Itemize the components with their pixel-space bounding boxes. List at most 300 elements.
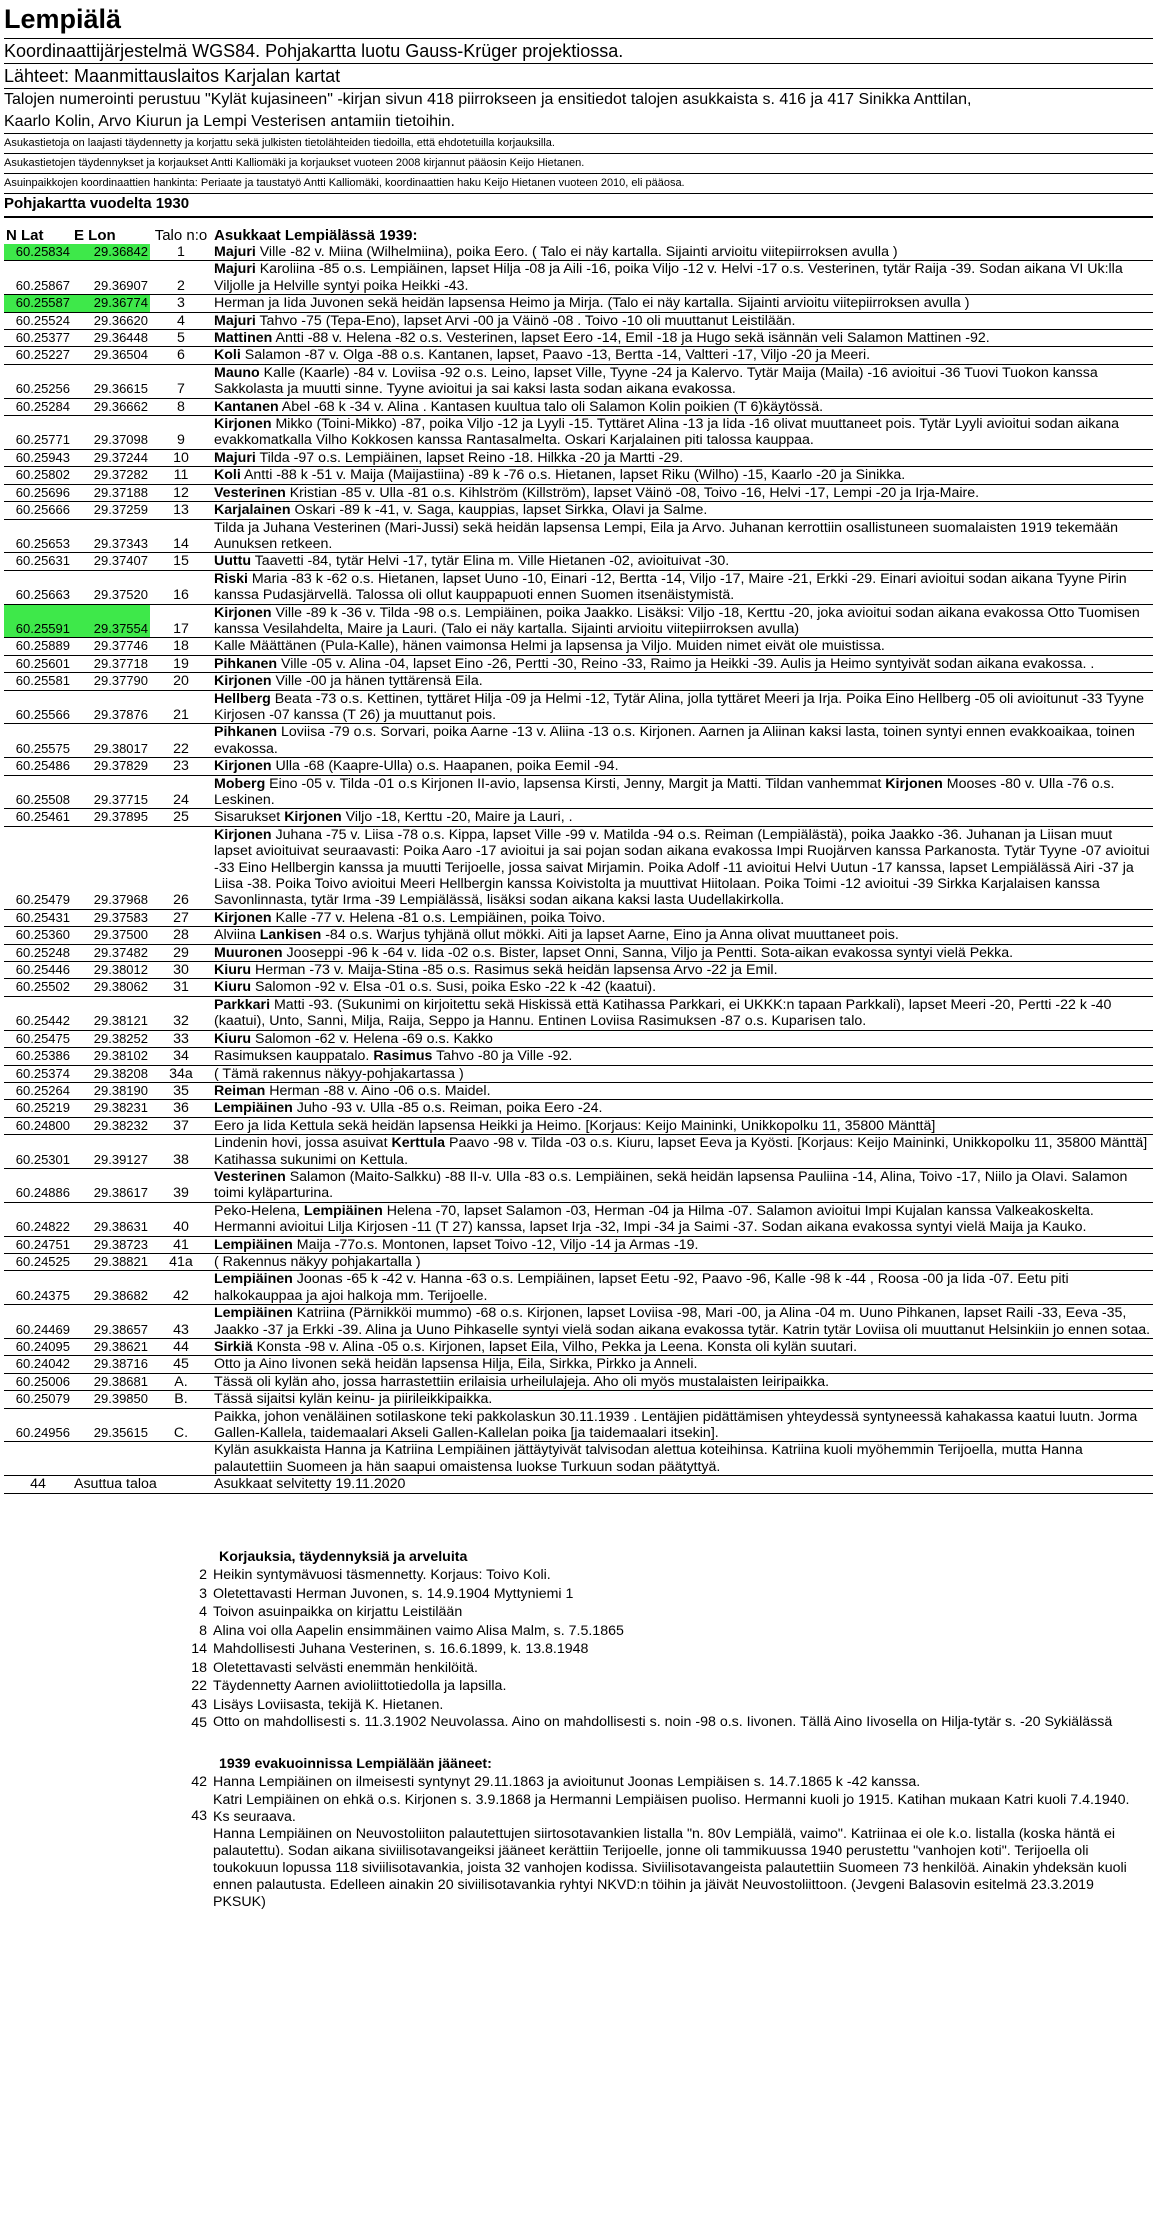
updated-note: Asukkaat selvitetty 19.11.2020 [212,1476,1153,1493]
surname: Reiman [214,1082,266,1099]
table-row [4,673,1153,690]
longitude-cell: 29.38617 [72,1168,150,1202]
house-number-cell: 10 [150,449,212,466]
residents-cell: Kiuru Salomon -92 v. Elsa -01 o.s. Susi, poika Esko -22 k -42 (kaatui). [212,979,1153,996]
surname: Sirkiä [214,1339,253,1355]
residents-cell: Herman ja Iida Juvonen sekä heidän lapsensa Heimo ja Mirja. (Talo ei näy kartalla. Sijainti arvioitu viitepiirroksen avulla ) [212,295,1153,312]
latitude-cell: 60.25508 [4,775,72,809]
residents-cell: Eero ja Iida Kettula sekä heidän lapsensa Heikki ja Heimo. [Korjaus: Keijo Maininki, Unikkopolku 11, 35800 Mänttä] [212,1117,1153,1134]
table-row [4,398,1153,415]
page-title: Lempiälä [4,4,1153,39]
residents-cell: Muuronen Jooseppi -96 k -64 v. Iida -02 o.s. Bister, lapset Onni, Sanna, Viljo ja Pentti. Sota-aikan evakossa syntyi vielä Pekka. [212,944,1153,961]
house-number-cell: 9 [150,416,212,450]
table-row [4,1030,1153,1047]
table-row [4,1442,1153,1476]
surname: Lempiäinen [214,1100,293,1117]
surname: Mattinen [214,330,273,347]
residents-cell: Kirjonen Ville -00 ja hänen tyttärensä Eila. [212,673,1153,690]
column-header-residents: Asukkaat Lempiälässä 1939: [214,227,418,244]
latitude-cell: 60.24375 [4,1271,72,1305]
latitude-cell: 60.25079 [4,1391,72,1408]
item-house-number: 3 [199,1585,207,1602]
surname: Vesterinen [214,1168,286,1185]
residents-cell: Koli Salamon -87 v. Olga -88 o.s. Kantanen, lapset, Paavo -13, Bertta -14, Valtteri -17, Viljo -20 ja Meeri. [212,347,1153,364]
list-item [4,1603,1153,1622]
latitude-cell: 60.25264 [4,1082,72,1099]
longitude-cell: 29.37500 [72,927,150,944]
table-row [4,604,1153,638]
table-row [4,1082,1153,1099]
list-item [4,1696,1153,1715]
residents-cell: Reiman Herman -88 v. Aino -06 o.s. Maidel. [212,1082,1153,1099]
longitude-cell: 29.36620 [72,312,150,329]
table-row [4,295,1153,312]
house-number-cell: 34a [150,1065,212,1082]
residents-cell: Parkkari Matti -93. (Sukunimi on kirjoitettu sekä Hiskissä että Katihassa Parkkari, ei UKKK:n tapaan Parkkali), lapset Meeri -20, Pertti -22 k -40 (kaatui), Unto, Sanni, Milja, Raija, Seppo ja Hannu. Entinen Loviisa Rasimuksen -87 o.s. Kuparisen talo. [212,996,1153,1030]
list-item [4,1773,1153,1792]
latitude-cell [4,1442,72,1476]
house-number-cell: 12 [150,484,212,501]
residents-cell: Lempiäinen Joonas -65 k -42 v. Hanna -63 o.s. Lempiäinen, lapset Eetu -92, Paavo -96, Kalle -98 k -44 , Roosa -00 ja Iida -07. Eetu piti halkokauppaa ja ajoi halkoja mm. Terijoelle. [212,1271,1153,1305]
house-number-cell: 26 [150,826,212,909]
residents-cell: Majuri Karoliina -85 o.s. Lempiäinen, lapset Hilja -08 ja Aili -16, poika Viljo -12 v. Helvi -17 o.s. Vesterinen, tytär Raija -39. Sodan aikana VI Uk:lla Viljolle ja Helville syntyi poika Heikki -43. [212,261,1153,295]
surname: Lempiäinen [214,1271,293,1288]
table-row [4,909,1153,926]
table-row [4,690,1153,724]
residents-cell: Sirkiä Konsta -98 v. Alina -05 o.s. Kirjonen, lapset Eila, Vilho, Pekka ja Leena. Konsta oli kylän suutari. [212,1339,1153,1356]
house-number-cell: 35 [150,1082,212,1099]
house-number-cell: 11 [150,467,212,484]
longitude-cell: 29.37244 [72,449,150,466]
surname: Lempiäinen [214,1236,293,1253]
longitude-cell: 29.38716 [72,1356,150,1373]
item-text: Lisäys Loviisasta, tekijä K. Hietanen. [213,1696,444,1713]
latitude-cell: 60.25696 [4,484,72,501]
item-text: Toivon asuinpaikka on kirjattu Leistilään [213,1604,463,1621]
item-house-number: 42 [191,1774,207,1791]
latitude-cell: 60.25475 [4,1030,72,1047]
residents-cell: Kalle Määttänen (Pula-Kalle), hänen vaimonsa Helmi ja lapsensa ja Viljo. Muiden nimet eivät ole muistissa. [212,638,1153,655]
surname: Pihkanen [214,655,278,672]
coord-system-line: Koordinaattijärjestelmä WGS84. Pohjakartta luotu Gauss-Krüger projektiossa. [4,39,1153,64]
item-text: Hanna Lempiäinen on Neuvostoliiton palautettujen siirtosotavankien listalla "n. 80v Lempiälä, vaimo". Katriinaa ei ole k.o. listalla (koska häntä ei palautettu). Sodan aikana siviilisotavangeiksi jääneet kerättiin Terijoelle, jonne oli tammikuussa 1940 perustettu "vanhojen koti". Terijoella oli toukokuun lopussa 118 siviilisotavankia, joista 32 vanhojen kodissa. Siviilisotavangeista palautettiin Suomeen 73 henkilöä. Ainakin yhdeksän kuoli ennen palautusta. Edelleen ainakin 20 siviilisotavankia ryhtyi NKVD:n töihin ja jäivät Neuvostoliittoon. (Jevgeni Balasovin esitelmä 23.3.2019 PKSUK) [213,1825,1127,1910]
latitude-cell: 60.24525 [4,1253,72,1270]
house-number-cell: 43 [150,1305,212,1339]
residents-cell: Sisarukset Kirjonen Viljo -18, Kerttu -20, Maire ja Lauri, . [212,809,1153,826]
house-number-cell: 4 [150,312,212,329]
corrections-section [4,1548,1153,1733]
latitude-cell: 60.25479 [4,826,72,909]
latitude-cell: 60.25591 [4,604,72,638]
latitude-cell: 60.25771 [4,416,72,450]
table-row [4,1100,1153,1117]
residents-cell: Alviina Lankisen -84 o.s. Warjus tyhjänä ollut mökki. Aiti ja lapset Aarne, Eino ja Anna olivat muuttaneet pois. [212,927,1153,944]
item-text: Heikin syntymävuosi täsmennetty. Korjaus: Toivo Koli. [213,1567,551,1584]
longitude-cell: 29.36615 [72,364,150,398]
note-3: Asuinpaikkojen koordinaattien hankinta: Periaate ja taustatyö Antti Kalliomäki, koordinaattien haku Keijo Hietanen vuoteen 2010, eli pääosa. [4,174,1153,194]
latitude-cell: 60.25601 [4,655,72,672]
latitude-cell: 60.25943 [4,449,72,466]
longitude-cell: 29.39127 [72,1135,150,1169]
residents-cell: Paikka, johon venäläinen sotilaskone teki pakkolaskun 30.11.1939 . Lentäjien pidättämisen yhteydessä syntyneessä kahakassa kaatui luutn. Jorma Gallen-Kallela, taidemaalari Akseli Gallen-Kallelan poika [ja taidemaalari itsekin]. [212,1408,1153,1442]
surname: Kiuru [214,962,252,979]
longitude-cell: 29.38190 [72,1082,150,1099]
table-row [4,312,1153,329]
item-house-number: 22 [191,1678,207,1695]
longitude-cell: 29.38821 [72,1253,150,1270]
longitude-cell: 29.38062 [72,979,150,996]
house-number-cell: 39 [150,1168,212,1202]
longitude-cell: 29.37718 [72,655,150,672]
corrections-list [4,1566,1153,1733]
table-row [4,449,1153,466]
longitude-cell: 29.38017 [72,724,150,758]
longitude-cell: 29.38681 [72,1373,150,1390]
house-number-cell: 41 [150,1236,212,1253]
surname: Kirjonen [214,673,272,690]
item-house-number: 18 [191,1659,207,1676]
surname: Pihkanen [214,724,278,741]
item-text: Hanna Lempiäinen on ilmeisesti syntynyt 29.11.1863 ja avioitunut Joonas Lempiäisen s. 14.7.1865 k -42 kanssa. [213,1774,921,1791]
latitude-cell: 60.24751 [4,1236,72,1253]
house-number-cell: 24 [150,775,212,809]
column-header-lat: N Lat [6,227,44,244]
longitude-cell [72,1442,150,1476]
latitude-cell: 60.25431 [4,909,72,926]
table-row [4,1135,1153,1169]
house-number-cell: 2 [150,261,212,295]
residents-cell: Majuri Ville -82 v. Miina (Wilhelmiina), poika Eero. ( Talo ei näy kartalla. Sijainti arvioitu viitepiirroksen avulla ) [212,244,1153,261]
list-item [4,1714,1153,1733]
latitude-cell: 60.25802 [4,467,72,484]
longitude-cell: 29.38631 [72,1202,150,1236]
house-number-cell: 37 [150,1117,212,1134]
longitude-cell: 29.36448 [72,330,150,347]
table-row [4,1305,1153,1339]
latitude-cell: 60.25834 [4,244,72,261]
evacuation-section [4,1755,1153,1911]
residents-cell: Moberg Eino -05 v. Tilda -01 o.s Kirjonen II-avio, lapsensa Kirsti, Jenny, Margit ja Matti. Tildan vanhemmat Kirjonen Mooses -80 v. Ulla -76 o.s. Leskinen. [212,775,1153,809]
evacuation-list [4,1773,1153,1911]
longitude-cell: 29.37520 [72,570,150,604]
longitude-cell: 29.37583 [72,909,150,926]
longitude-cell: 29.39850 [72,1391,150,1408]
table-row [4,775,1153,809]
item-text: Oletettavasti selvästi enemmän henkilöitä. [213,1659,478,1676]
latitude-cell: 60.24800 [4,1117,72,1134]
house-number-cell: 1 [150,244,212,261]
surname: Kirjonen [214,416,272,433]
house-count: 44 [4,1476,72,1493]
residents-cell: Mauno Kalle (Kaarle) -84 v. Loviisa -92 o.s. Leino, lapset Ville, Tyyne -24 ja Kalervo. Tytär Maija (Maila) -16 avioitui -36 Tuovi Tuokon kanssa Sakkolasta ja muutti sinne. Tyyne avioitui ja sai kaksi lasta sodan aikana evakossa. [212,364,1153,398]
longitude-cell: 29.35615 [72,1408,150,1442]
table-row [4,416,1153,450]
surname: Vesterinen [214,484,286,501]
residents-cell: Lempiäinen Katriina (Pärnikköi mummo) -68 o.s. Kirjonen, lapset Loviisa -98, Mari -00, ja Alina -04 m. Uuno Pihkanen, lapset Raili -33, Eeva -35, Jaakko -37 ja Erkki -39. Alina ja Uuno Pihkaselle syntyi vielä sodan aikana evakossa tytär. Katrin tytär Loviisa oli muuttanut Helsinkiin jo ennen sotaa. [212,1305,1153,1339]
basemap-note: Pohjakartta vuodelta 1930 [4,194,1153,218]
latitude-cell: 60.25889 [4,638,72,655]
list-item [4,1792,1153,1826]
table-row [4,330,1153,347]
column-header-house: Talo n:o [154,227,208,244]
numbering-line-2: Kaarlo Kolin, Arvo Kiurun ja Lempi Vesterisen antamiin tietoihin. [4,113,455,130]
latitude-cell: 60.25006 [4,1373,72,1390]
latitude-cell: 60.25666 [4,502,72,519]
latitude-cell: 60.25461 [4,809,72,826]
house-number-cell: 21 [150,690,212,724]
longitude-cell: 29.36774 [72,295,150,312]
latitude-cell: 60.25248 [4,944,72,961]
surname: Kirjonen [214,604,272,621]
residents-cell: Kirjonen Juhana -75 v. Liisa -78 o.s. Kippa, lapset Ville -99 v. Matilda -94 o.s. Reiman (Lempiälästä), poika Jaakko -36. Juhanan ja Liisan muut lapset avioituivat seuraavasti: Poika Aaro -17 avioitui ja sai pojan sodan aikana evakossa Impi Ruojärven kanssa Parkanosta. Tytär Tyyne -07 avioitui -33 Eino Hellbergin kanssa ja muutti Terijoelle, jossa saivat Mirjamin. Poika Adolf -11 avioitui Helvi Uutun -17 kanssa, lapset Lempiälässä Airi -37 ja Liisa -38. Poika Toivo avioitui Meeri Hellbergin kanssa Koivistolta ja muuttivat Hiitolaan. Poika Toimi -12 avioitui -39 Sirkka Karjalaisen kanssa Savonlinnasta, tytär Irma -39 Lempiälässä, lisäksi sodan aikana kaksi lasta Uudellakirkolla. [212,826,1153,909]
latitude-cell: 60.25502 [4,979,72,996]
house-number-cell: 36 [150,1100,212,1117]
surname: Mauno [214,364,260,381]
residents-cell: Mattinen Antti -88 v. Helena -82 o.s. Vesterinen, lapset Eero -14, Emil -18 ja Hugo sekä isännän veli Salamon Mattinen -92. [212,330,1153,347]
surname: Kiuru [214,979,252,996]
residents-cell: Riski Maria -83 k -62 o.s. Hietanen, lapset Uuno -10, Einari -12, Bertta -14, Viljo -17, Maire -21, Erkki -29. Einari avioitui sodan aikana Tyyne Pirin kanssa Pudasjärvellä. Talossa oli ollut kauppapuoti ennen Suomen itsenäistymistä. [212,570,1153,604]
surname: Uuttu [214,553,252,570]
table-row [4,962,1153,979]
surname: Kirjonen [214,909,272,926]
residents-cell: Kirjonen Mikko (Toini-Mikko) -87, poika Viljo -12 ja Lyyli -15. Tyttäret Alina -13 ja Iida -16 olivat muuttaneet pois. Tytär Lyyli avioitui sodan aikana evakkomatkalla Vilho Kokkosen kanssa Rantasalmelta. Oskari Karjalainen piti talossa kauppaa. [212,416,1153,450]
house-number-cell: 25 [150,809,212,826]
table-row [4,1271,1153,1305]
longitude-cell: 29.38121 [72,996,150,1030]
table-row [4,944,1153,961]
surname: Riski [214,570,248,587]
residents-cell: Otto ja Aino Iivonen sekä heidän lapsensa Hilja, Eila, Sirkka, Pirkko ja Anneli. [212,1356,1153,1373]
table-row [4,261,1153,295]
note-2: Asukastietojen täydennykset ja korjaukset Antti Kalliomäki ja korjaukset vuoteen 2008 kirjannut pääosin Keijo Hietanen. [4,154,1153,174]
house-number-cell: 6 [150,347,212,364]
latitude-cell: 60.24956 [4,1408,72,1442]
house-number-cell: 16 [150,570,212,604]
table-row [4,502,1153,519]
longitude-cell: 29.37098 [72,416,150,450]
latitude-cell: 60.25219 [4,1100,72,1117]
latitude-cell: 60.24822 [4,1202,72,1236]
surname: Koli [214,347,241,364]
residents-cell: Kirjonen Ulla -68 (Kaapre-Ulla) o.s. Haapanen, poika Eemil -94. [212,758,1153,775]
residents-cell: Karjalainen Oskari -89 k -41, v. Saga, kauppias, lapset Sirkka, Olavi ja Salme. [212,502,1153,519]
longitude-cell: 29.37259 [72,502,150,519]
residents-cell: Vesterinen Salamon (Maito-Salkku) -88 II-v. Ulla -83 o.s. Lempiäinen, sekä heidän lapsensa Pauliina -14, Alina, Toivo -17, Niilo ja Olavi. Salamon toimi kyläparturina. [212,1168,1153,1202]
longitude-cell: 29.37188 [72,484,150,501]
item-text: Katri Lempiäinen on ehkä o.s. Kirjonen s. 3.9.1868 ja Hermanni Lempiäisen puoliso. Hermanni kuoli jo 1915. Katihan mukaan Katri kuoli 7.4.1940. Ks seuraava. [213,1791,1130,1825]
longitude-cell: 29.36504 [72,347,150,364]
longitude-cell: 29.36842 [72,244,150,261]
table-row [4,996,1153,1030]
residents-cell: ( Tämä rakennus näkyy-pohjakartassa ) [212,1065,1153,1082]
list-item [4,1640,1153,1659]
longitude-cell: 29.37876 [72,690,150,724]
table-row [4,638,1153,655]
house-number-cell: 3 [150,295,212,312]
residents-cell: ( Rakennus näkyy pohjakartalla ) [212,1253,1153,1270]
longitude-cell: 29.37829 [72,758,150,775]
longitude-cell: 29.38682 [72,1271,150,1305]
house-number-cell: 23 [150,758,212,775]
longitude-cell: 29.38252 [72,1030,150,1047]
house-number-cell: 15 [150,553,212,570]
latitude-cell: 60.25442 [4,996,72,1030]
table-row [4,1253,1153,1270]
table-row [4,519,1153,553]
house-number-cell: 22 [150,724,212,758]
residents-cell: Kantanen Abel -68 k -34 v. Alina . Kantasen kuultua talo oli Salamon Kolin poikien (T 6)käytössä. [212,398,1153,415]
latitude-cell: 60.25227 [4,347,72,364]
house-number-cell: 40 [150,1202,212,1236]
residents-cell: Koli Antti -88 k -51 v. Maija (Maijastiina) -89 k -76 o.s. Hietanen, lapset Riku (Wilho) -15, Kaarlo -20 ja Sinikka. [212,467,1153,484]
table-row [4,347,1153,364]
residents-cell: Peko-Helena, Lempiäinen Helena -70, lapset Salamon -03, Herman -04 ja Hilma -07. Salamon avioitui Impi Kujalan kanssa Valkeakoskelta. Hermanni avioitui Lilja Kirjosen -11 (T 27) kanssa, lapset Irja -32, Impi -34 ja Saimi -37. Sodan aikana evakossa syntyi vielä Maija ja Kauko. [212,1202,1153,1236]
table-row [4,1048,1153,1065]
house-number-cell [150,1442,212,1476]
list-item [4,1585,1153,1604]
latitude-cell: 60.25524 [4,312,72,329]
longitude-cell: 29.37895 [72,809,150,826]
residents-cell: Kirjonen Ville -89 k -36 v. Tilda -98 o.s. Lempiäinen, poika Jaakko. Lisäksi: Viljo -18, Kerttu -20, joka avioitui sodan aikana evakossa Otto Tuomisen kanssa Vesilahdelta, Maire ja Lauri. (Talo ei näy kartalla. Sijainti arvioitu viitepiirroksen avulla) [212,604,1153,638]
house-count-label: Asuttua taloa [72,1476,212,1493]
longitude-cell: 29.36662 [72,398,150,415]
residents-cell: Uuttu Taavetti -84, tytär Helvi -17, tytär Elina m. Ville Hietanen -02, avioituivat -30. [212,553,1153,570]
residents-cell: Tässä sijaitsi kylän keinu- ja piirileikkipaikka. [212,1391,1153,1408]
house-number-cell: 30 [150,962,212,979]
house-number-cell: 45 [150,1356,212,1373]
house-number-cell: 42 [150,1271,212,1305]
list-item [4,1622,1153,1641]
item-house-number: 43 [191,1808,207,1825]
item-text: Alina voi olla Aapelin ensimmäinen vaimo Alisa Malm, s. 7.5.1865 [213,1622,624,1639]
list-item [4,1677,1153,1696]
longitude-cell: 29.37407 [72,553,150,570]
latitude-cell: 60.25374 [4,1065,72,1082]
longitude-cell: 29.37282 [72,467,150,484]
longitude-cell: 29.36907 [72,261,150,295]
residents-cell: Pihkanen Loviisa -79 o.s. Sorvari, poika Aarne -13 v. Aliina -13 o.s. Kirjonen. Aarnen ja Aliinan kaksi lasta, toinen syntyi ennen evakkoaikaa, toinen evakossa. [212,724,1153,758]
latitude-cell: 60.25301 [4,1135,72,1169]
surname: Kantanen [214,398,279,415]
longitude-cell: 29.38208 [72,1065,150,1082]
longitude-cell: 29.38621 [72,1339,150,1356]
table-row [4,364,1153,398]
table-row [4,1168,1153,1202]
house-number-cell: 13 [150,502,212,519]
house-number-cell: 8 [150,398,212,415]
item-house-number: 14 [191,1641,207,1658]
longitude-cell: 29.38012 [72,962,150,979]
latitude-cell: 60.24469 [4,1305,72,1339]
evacuation-title: 1939 evakuoinnissa Lempiälään jääneet: [219,1755,492,1772]
latitude-cell: 60.25256 [4,364,72,398]
residents-cell: Lempiäinen Maija -77o.s. Montonen, lapset Toivo -12, Viljo -14 ja Armas -19. [212,1236,1153,1253]
latitude-cell: 60.25653 [4,519,72,553]
longitude-cell: 29.37554 [72,604,150,638]
residents-cell: Vesterinen Kristian -85 v. Ulla -81 o.s. Kihlström (Killström), lapset Väinö -08, Toivo -16, Helvi -17, Lempi -20 ja Irja-Maire. [212,484,1153,501]
table-row [4,927,1153,944]
longitude-cell: 29.37343 [72,519,150,553]
table-body [4,244,1153,1476]
house-number-cell: C. [150,1408,212,1442]
table-row [4,553,1153,570]
latitude-cell: 60.25386 [4,1048,72,1065]
table-row [4,570,1153,604]
table-row [4,724,1153,758]
residents-cell: Kiuru Salomon -62 v. Helena -69 o.s. Kakko [212,1030,1153,1047]
house-number-cell: 41a [150,1253,212,1270]
latitude-cell: 60.25631 [4,553,72,570]
surname: Moberg [214,775,266,792]
table-row [4,244,1153,261]
longitude-cell: 29.37790 [72,673,150,690]
table-row [4,826,1153,909]
list-item [4,1566,1153,1585]
house-number-cell: 29 [150,944,212,961]
house-number-cell: 5 [150,330,212,347]
residents-cell: Lindenin hovi, jossa asuivat Kerttula Paavo -98 v. Tilda -03 o.s. Kiuru, lapset Eeva ja Kyösti. [Korjaus: Keijo Maininki, Unikkopolku 11, 35800 Mänttä] Katihassa sukunimi on Kettula. [212,1135,1153,1169]
latitude-cell: 60.25587 [4,295,72,312]
house-number-cell: 34 [150,1048,212,1065]
latitude-cell: 60.24095 [4,1339,72,1356]
longitude-cell: 29.38657 [72,1305,150,1339]
corrections-title: Korjauksia, täydennyksiä ja arveluita [219,1548,468,1565]
house-number-cell: 7 [150,364,212,398]
table-row [4,1339,1153,1356]
latitude-cell: 60.25867 [4,261,72,295]
house-number-cell: 38 [150,1135,212,1169]
sources-line: Lähteet: Maanmittauslaitos Karjalan kartat [4,64,1153,89]
item-house-number: 45 [191,1715,207,1732]
table-row [4,1236,1153,1253]
house-number-cell: 14 [150,519,212,553]
item-house-number: 8 [199,1622,207,1639]
numbering-line-1: Talojen numerointi perustuu "Kylät kujasineen" -kirjan sivun 418 piirrokseen ja ensitiedot talojen asukkaista s. 416 ja 417 Sinikka Anttilan, [4,91,972,108]
note-1: Asukastietoja on laajasti täydennetty ja korjattu sekä julkisten tietolähteiden tiedoilla, että ehdotetuilla korjauksilla. [4,134,1153,154]
surname: Kirjonen [214,758,272,775]
residents-cell: Hellberg Beata -73 o.s. Kettinen, tyttäret Hilja -09 ja Helmi -12, Tytär Alina, jolla tyttäret Meeri ja Irja. Poika Eino Hellberg -05 oli avioitunut -33 Tyyne Kirjosen -07 kanssa (T 26) ja muuttanut pois. [212,690,1153,724]
surname: Kirjonen [214,826,272,843]
surname: Parkkari [214,996,271,1013]
surname: Majuri [214,449,256,466]
list-item [4,1826,1153,1911]
surname: Koli [214,467,241,484]
house-number-cell: A. [150,1373,212,1390]
latitude-cell: 60.25581 [4,673,72,690]
table-row [4,1065,1153,1082]
longitude-cell: 29.37746 [72,638,150,655]
table-footer-row [4,1476,1153,1493]
latitude-cell: 60.25486 [4,758,72,775]
item-house-number: 4 [199,1604,207,1621]
table-row [4,1391,1153,1408]
table-row [4,979,1153,996]
latitude-cell: 60.25446 [4,962,72,979]
table-row [4,758,1153,775]
longitude-cell: 29.38723 [72,1236,150,1253]
residents-cell: Kirjonen Kalle -77 v. Helena -81 o.s. Lempiäinen, poika Toivo. [212,909,1153,926]
longitude-cell: 29.38231 [72,1100,150,1117]
surname: Majuri [214,261,256,278]
item-text: Mahdollisesti Juhana Vesterinen, s. 16.6.1899, k. 13.8.1948 [213,1641,589,1658]
house-number-cell: B. [150,1391,212,1408]
latitude-cell: 60.25360 [4,927,72,944]
residents-cell: Lempiäinen Juho -93 v. Ulla -85 o.s. Reiman, poika Eero -24. [212,1100,1153,1117]
house-number-cell: 18 [150,638,212,655]
surname: Karjalainen [214,502,291,519]
surname: Hellberg [214,690,271,707]
surname: Kiuru [214,1030,252,1047]
